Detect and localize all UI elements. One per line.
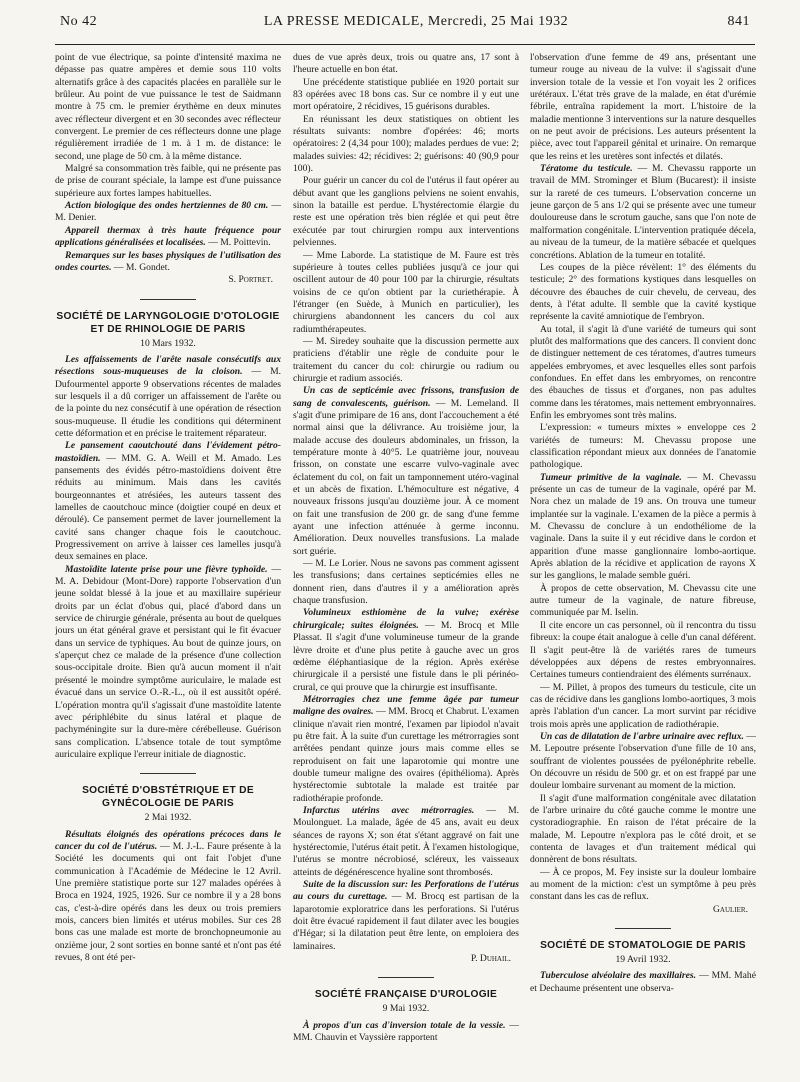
header-rule [55, 44, 755, 45]
page-issue-label: No 42 [60, 14, 98, 29]
item-author: — M. Gondet. [113, 261, 170, 273]
separator [378, 977, 434, 978]
item-title: Un cas de dilatation de l'arbre urinaire avec reflux. [540, 730, 744, 742]
paragraph: — Mme Laborde. La statistique de M. Faure est très supérieure à toutes celles publiées jusqu'à ce jour qui oscillent autour de 40 pour 100 par la chirurgie, résultats voisins de ce qu'on obtient par la curiethérapie. À l'étranger (en Suède, à Munich en particulier), les chirurgiens abandonnent les cancers du col aux radiumthérapeutes. [293, 249, 519, 335]
paragraph: Il cite encore un cas personnel, où il rencontra du tissu fibreux: la coupe était analogue à celle d'un canal déférent. Il s'agit peut-être là de variétés rares de tumeurs développées aux dépens de restes embryonnaires. Certaines tumeurs contiendraient des éléments surrénaux. [530, 619, 756, 681]
item-body: — MM. G. A. Weill et M. Amado. Les pansements des évidés pétro-mastoïdiens doivent être réduits au minimum. Mais dans les cavités bourgeonnantes et atrésiées, les auteurs tassent des lamelles de caoutchouc mince (doigtier coupé en deux et déroulé). Ce pansement permet de laver journellement la cavité sans changer chaque fois le caoutchouc. Progressivement on arrive à laisser ces lamelles jusqu'à deux semaines en place. [55, 452, 281, 563]
paragraph: Malgré sa consommation très faible, qui ne présente pas de prise de courant spéciale, la lampe est d'une puissance supérieure aux fortes lampes habituelles. [55, 163, 281, 199]
communication-item [293, 1020, 519, 1045]
communication-item [55, 200, 281, 225]
column-2 [293, 52, 519, 1074]
item-title: Résultats éloignés des opérations précoces dans le cancer du col de l'utérus. [55, 828, 281, 852]
section-title: SOCIÉTÉ D'OBSTÉTRIQUE ET DE GYNÉCOLOGIE DE PARIS [82, 785, 254, 810]
communication-item [55, 225, 281, 250]
item-title: Tératome du testicule. [540, 163, 633, 175]
item-title: Appareil thermax à très haute fréquence pour applications généralisées et localisées. [55, 224, 281, 249]
item-author: — M. Poittevin. [208, 237, 271, 249]
item-body: — M. Lepoutre présente l'observation d'une fille de 10 ans, souffrant de violentes poussées de pyélonéphrite rebelle. On découvre un résidu de 500 gr. et on est frappé par une douleur lombaire survenant au moment de la miction. [530, 730, 756, 792]
communication-item [55, 564, 281, 762]
item-body: — M. Moulonguet. La malade, âgée de 45 ans, avait eu deux séances de rayons X; son état s'étant aggravé on fait une hystérectomie, l'utérus était petit. À l'examen histologique, l'utérus se montre nécrobiosé, scléreux, les vaisseaux atteints de dégénérescence hyaline sont thrombosés. [293, 804, 519, 878]
paragraph: Au total, il s'agit là d'une variété de tumeurs qui sont plutôt des malformations que des cancers. Il convient donc de distinguer nettement de ces tératomes, d'autres tumeurs appelées embryomes, et avec lesquelles elles sont parfois confondues. En effet dans les embryomes, on rencontre des ébauches de tissus et d'organes, non pas adultes comme dans les tératomes, mais nettement embryonnaires. Enfin les embryomes sont très malins. [530, 323, 756, 421]
item-body: — M. Chevassu présente un cas de tumeur de la vaginale, opéré par M. Nora chez un malade de 19 ans. On trouva une tumeur implantée sur la vaginale. L'examen de la pièce a permis à M. Chevassu de conclure à un endothéliome de la vaginale. Dans la suite il y eut récidive dans le cordon et apparition d'une masse ganglionnaire lombo-aortique. Après ablation de la récidive et application de rayons X sur les ganglions, le malade semble guéri. [530, 471, 756, 582]
communication-item [530, 163, 756, 262]
page-number: 841 [727, 14, 750, 29]
item-title: Un cas de septicémie avec frissons, transfusion de sang de convalescents, guérison. [293, 385, 519, 409]
separator [140, 299, 196, 300]
item-title: Infarctus utérins avec métrorragies. [303, 804, 475, 816]
item-title: Métrorragies chez une femme âgée par tumeur maligne des ovaires. [293, 693, 519, 718]
column-1 [55, 52, 281, 1074]
item-body: — M. Lemeland. Il s'agit d'une primipare de 16 ans, dont l'accouchement a été normal ainsi que la délivrance. Au troisième jour, la malade accuse des douleurs abdominales, un frisson, la température monte à 40°5. Le quatrième jour, nouveau frisson, on constate une escarre vulvo-vaginale avec éclatement du col, on fait un tamponnement utéro-vaginal et un abcès de fixation. L'hémoculture est négative, 4 nouveaux frissons jusqu'au douzième jour. À ce moment on fait une transfusion de 200 gr. de sang d'une femme ayant une infection atténuée à germe inconnu. Amélioration. Deux nouvelles transfusions. La malade sort guérie. [293, 397, 519, 557]
item-body: — M. Brocq est partisan de la laparotomie exploratrice dans les perforations. Si l'utérus doit être évacué rapidement il faut dilater avec les bougies d'Hégar; si la dilatation peut être lente, on emploiera des laminaires. [293, 891, 519, 952]
paragraph: — M. Le Lorier. Nous ne savons pas comment agissent les transfusions; dans certaines septicémies elles ne donnent rien, dans d'autres il y a amélioration après chaque transfusion. [293, 558, 519, 607]
communication-item [530, 970, 756, 995]
item-title: Tumeur primitive de la vaginale. [540, 471, 682, 483]
item-author: — M. Denier. [55, 200, 281, 224]
item-body: — M. Brocq et Mlle Plassat. Il s'agit d'une volumineuse tumeur de la grande lèvre droite et d'une plus petite à gauche avec un gros œdème éléphantiasique de la région. Après exérèse chirurgicale il a persisté une fistule dans le pli périnéo-crural, ce qui prouve que la chirurgie est insuffisante. [293, 619, 519, 693]
masthead: LA PRESSE MEDICALE, Mercredi, 25 Mai 1932 [263, 14, 569, 29]
item-body: — MM. Chauvin et Vayssière rapportent [293, 1019, 519, 1044]
communication-item [293, 879, 519, 953]
paragraph: l'observation d'une femme de 49 ans, présentant une tumeur rouge au niveau de la vulve: il s'agissait d'une inversion totale de la vessie et l'on voyait les 2 orifices urétéraux. L'état très grave de la malade, en état d'urémie fébrile, entraîna rapidement la mort. L'histoire de la maladie mentionne 3 interventions sur la nature desquelles on ne peut avoir de précisions. Les auteurs présentent la pièce, avec tout l'appareil génital et urinaire. On remarque que les reins et les uretères sont infectés et dilatés. [530, 52, 756, 162]
separator [615, 928, 671, 929]
section-date: 19 Avril 1932. [615, 954, 671, 966]
communication-item [530, 472, 756, 583]
item-title: Le pansement caoutchouté dans l'évidement pétro-mastoïdien. [55, 440, 281, 464]
paragraph: Les coupes de la pièce révèlent: 1° des éléments du testicule; 2° des formations kystiques dans lesquelles on découvre des ébauches de cuir chevelu, de cerveau, des dents, à l'état adulte. Il semble que la cavité kystique représente la cavité amniotique de l'embryon. [530, 261, 756, 323]
section-date: 10 Mars 1932. [140, 337, 196, 349]
item-body: — M. J.-L. Faure présente à la Société les documents qui ont fait l'objet d'une communication à l'Académie de Médecine le 12 Avril. Une première statistique porte sur 127 malades opérées à Broca en 1924, 1925, 1926. Sur ce nombre il y a 28 bons cas, c'est-à-dire opérés dans les deux ou trois premiers mois, cancers bien limités et utérus mobiles. Sur ces 28 bons cas une malade est morte de bronchopneumonie au onzième jour, 2 sont sorties en bonne santé et n'ont pas été revues, 8 ont été per- [55, 840, 281, 963]
communication-item [530, 731, 756, 793]
paragraph: — À ce propos, M. Fey insiste sur la douleur lombaire au moment de la miction: c'est un symptôme à peu près constant dans les cas de reflux. [530, 866, 756, 903]
paragraph: dues de vue après deux, trois ou quatre ans, 17 sont à l'heure actuelle en bon état. [293, 52, 519, 76]
item-title: À propos d'un cas d'inversion totale de la vessie. [303, 1019, 506, 1031]
communication-item [293, 607, 519, 693]
paragraph: — M. Siredey souhaite que la discussion permette aux praticiens d'établir une règle de conduite pour le traitement du cancer du col: chirurgie ou radium ou chirurgie et radium associés. [293, 335, 519, 384]
item-title: Action biologique des ondes hertziennes de 80 cm. [65, 200, 269, 212]
item-body: — M. Chevassu rapporte un travail de MM. Strominger et Blum (Bucarest): il insiste sur la rareté de ces tumeurs. L'observation concerne un jeune garçon de 5 ans 1/2 qui se présente avec une tumeur douloureuse dans le scrotum gauche, sans que l'on note de malformation congénitale. L'intervention pratiquée décela, au niveau de la tumeur, de la matière sébacée et quelques concrétions. Ablation de la tumeur en totalité. [530, 163, 756, 261]
communication-item [55, 354, 281, 440]
paragraph: L'expression: « tumeurs mixtes » enveloppe ces 2 variétés de tumeurs: M. Chevassu propose une classification répondant mieux aux données de l'anatomie pathologique. [530, 422, 756, 471]
section-title: SOCIÉTÉ DE STOMATOLOGIE DE PARIS [540, 940, 746, 952]
communication-item [55, 440, 281, 563]
item-title: Les affaissements de l'arête nasale consécutifs aux résections sous-muqueuses de la cloison. [55, 353, 281, 378]
item-body: — MM. Brocq et Chabrut. L'examen clinique n'avait rien montré, l'examen par lipiodol n'avait pu être fait. À la suite d'un curettage les métrorragies sont arrêtées pendant quinze jours mais comme elles se reproduisent on fait une laparotomie qui montre une double tumeur maligne des ovaires (épithélioma). Après hystérectomie subtotale la malade est traitée par radiothérapie profonde. [293, 706, 519, 804]
item-title: Remarques sur les bases physiques de l'utilisation des ondes courtes. [55, 249, 281, 273]
paragraph: Une précédente statistique publiée en 1920 portait sur 83 opérées avec 18 bons cas. Sur ce nombre il y eut une mort opératoire, 2 récidives, 15 guérisons durables. [293, 76, 519, 113]
section-title: SOCIÉTÉ DE LARYNGOLOGIE D'OTOLOGIE ET DE RHINOLOGIE DE PARIS [56, 310, 280, 335]
communication-item [293, 805, 519, 879]
communication-item [293, 385, 519, 558]
section-date: 9 Mai 1932. [382, 1003, 430, 1015]
item-body: — M. A. Debidour (Mont-Dore) rapporte l'observation d'un jeune soldat blessé à la joue et au maxillaire supérieur droits par un éclat d'obus qui, placé d'abord dans un service de chirurgie générale, présenta au bout de quelques jours un état général grave et persistant qui le fit évacuer dans un service de typhiques. Au bout de quinze jours, on s'aperçut chez ce malade de la présence d'une collection sous-occipitale droite. Bien qu'à aucun moment il n'ait présenté le moindre symptôme auriculaire, le malade est évacué dans un service O.-R.-L., où il est aussitôt opéré. L'opération montra qu'il s'agissait d'une mastoïdite latente avec périphlébite du sinus latéral et plaque de pachyméningite sur la dure-mère cérébelleuse. Guérison sans complication. L'absence totale de tout symptôme auriculaire explique l'erreur initiale de diagnostic. [55, 563, 281, 760]
page-header [60, 16, 750, 38]
item-title: Suite de la discussion sur: les Perforations de l'utérus au cours du curettage. [293, 879, 519, 903]
signature: S. Portret. [228, 274, 273, 286]
signature: Gaulier. [713, 903, 748, 915]
section-title: SOCIÉTÉ FRANÇAISE D'UROLOGIE [314, 989, 498, 1001]
item-title: Tuberculose alvéolaire des maxillaires. [540, 970, 697, 982]
communication-item [55, 829, 281, 965]
item-title: Volumineux esthiomène de la vulve; exérèse chirurgicale; suites éloignées. [293, 607, 519, 631]
section-date: 2 Mai 1932. [144, 812, 192, 824]
item-body: — MM. Mahé et Dechaume présentent une observa- [530, 970, 756, 994]
paragraph: — M. Pillet, à propos des tumeurs du testicule, cite un cas de récidive dans les ganglions lombo-aortiques, 3 mois après l'ablation d'un cancer. La mort survint par récidive trois mois après une application de radiothérapie. [530, 681, 756, 730]
column-3 [530, 52, 756, 1074]
paragraph: À propos de cette observation, M. Chevassu cite une autre tumeur de la vaginale, de nature fibreuse, communiquée par M. Iselin. [530, 582, 756, 619]
paragraph: Il s'agit d'une malformation congénitale avec dilatation de l'arbre urinaire du côté gauche comme le montre une cystoradiographie. En raison de l'état précaire de la malade, M. Lepoutre n'explora pas le côté droit, et se contenta de lavages et d'un traitement médical qui donnèrent de bons résultats. [530, 792, 756, 866]
paragraph: En réunissant les deux statistiques on obtient les résultats suivants: nombre d'opérées: 46; morts opératoires: 2 (4,34 pour 100); malades perdues de vue: 2; malades suivies: 42; récidives: 2; guérisons: 40 (90,9 pour 100). [293, 113, 519, 175]
paragraph: point de vue électrique, sa pointe d'intensité maxima ne dépasse pas quatre ampères et demie sous 110 volts alternatifs grâce à des capacités placées en parallèle sur le brûleur. Au point de vue puissance le test de Saidmann montre à 75 cm. le premier érythème en deux minutes avec réflecteur divergent et en 30 secondes avec réflecteur convergent. Le premier de ces réflecteurs donne une plage régulièrement irradiée de 1 m. à 1 m. de distance: le second, une plage de 50 cm. à la même distance. [55, 52, 281, 162]
item-body: — M. Dufourmentel apporte 9 observations récentes de malades sur lesquels il a dû corriger un affaissement de l'arête ou de la pointe du nez consécutif à une opération de résection sous-muqueuse. Il étudie les conditions qui déterminent cette déformation et en précise le traitement réparateur. [55, 366, 281, 439]
paragraph: Pour guérir un cancer du col de l'utérus il faut opérer au début avant que les ganglions pelviens ne soient envahis, sinon la bataille est perdue. L'hystérectomie élargie du reste est une opération très bien réglée et qui peut être exécutée par tout chirurgien rompu aux interventions pelviennes. [293, 175, 519, 249]
signature: P. Duhail. [470, 953, 511, 965]
communication-item [293, 694, 519, 805]
separator [140, 773, 196, 774]
communication-item [55, 250, 281, 275]
item-title: Mastoïdite latente prise pour une fièvre typhoïde. [65, 563, 268, 575]
